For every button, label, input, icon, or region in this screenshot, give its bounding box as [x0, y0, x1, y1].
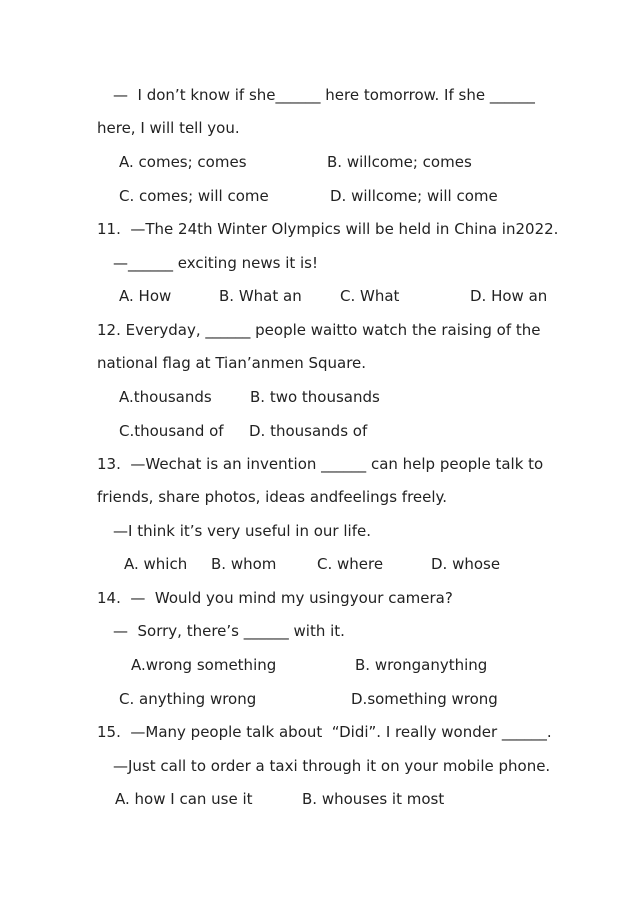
q10-line1: — I don’t know if she______ here tomorrow. If she ______ [113, 86, 535, 104]
q14-option-c: C. anything wrong [119, 690, 257, 708]
q14-option-b: B. wronganything [355, 656, 488, 674]
q15-option-a: A. how I can use it [115, 790, 253, 808]
q13-line1: 13. —Wechat is an invention ______ can help people talk to [97, 455, 544, 473]
q12-option-b: B. two thousands [250, 388, 380, 406]
q11-line2: —______ exciting news it is! [113, 254, 319, 272]
q12-option-c: C.thousand of [119, 422, 224, 440]
q13-option-c: C. where [317, 555, 384, 573]
q12-option-a: A.thousands [119, 388, 212, 406]
q13-option-d: D. whose [431, 555, 501, 573]
q10-option-c: C. comes; will come [119, 187, 269, 205]
q13-option-b: B. whom [211, 555, 277, 573]
q12-line2: national flag at Tian’anmen Square. [97, 354, 367, 372]
q10-line2: here, I will tell you. [97, 119, 240, 137]
q15-option-b: B. whouses it most [302, 790, 445, 808]
q14-option-d: D.something wrong [351, 690, 498, 708]
q10-option-a: A. comes; comes [119, 153, 247, 171]
q14-option-a: A.wrong something [131, 656, 277, 674]
q14-line1: 14. — Would you mind my usingyour camera? [97, 589, 453, 607]
q10-option-d: D. willcome; will come [330, 187, 498, 205]
q12-option-d: D. thousands of [249, 422, 368, 440]
q10-option-b: B. willcome; comes [327, 153, 472, 171]
q13-line3: —I think it’s very useful in our life. [113, 522, 371, 540]
q11-option-a: A. How [119, 287, 172, 305]
q15-line2: —Just call to order a taxi through it on your mobile phone. [113, 757, 551, 775]
q11-option-d: D. How an [470, 287, 548, 305]
q11-option-c: C. What [340, 287, 400, 305]
q13-line2: friends, share photos, ideas andfeelings freely. [97, 488, 448, 506]
q11-line1: 11. —The 24th Winter Olympics will be held in China in2022. [97, 220, 559, 238]
q11-option-b: B. What an [219, 287, 302, 305]
q13-option-a: A. which [124, 555, 188, 573]
q12-line1: 12. Everyday, ______ people waitto watch the raising of the [97, 321, 541, 339]
q15-line1: 15. —Many people talk about “Didi”. I really wonder ______. [97, 723, 552, 741]
q14-line2: — Sorry, there’s ______ with it. [113, 622, 345, 640]
